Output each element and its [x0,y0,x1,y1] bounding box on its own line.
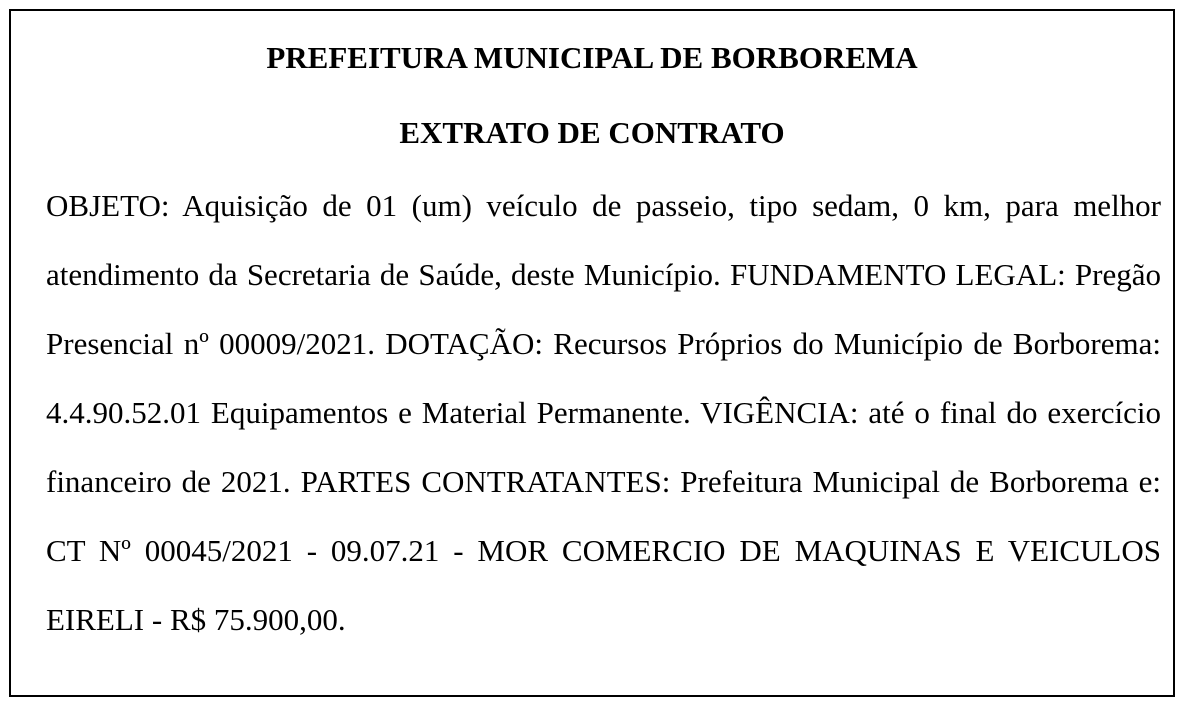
contract-extract-text: OBJETO: Aquisição de 01 (um) veículo de passeio, tipo sedam, 0 km, para melhor atendimento da Secretaria de Saúde, deste Município. FUNDAMENTO LEGAL: Pregão Presencial nº 00009/2021. DOTAÇÃO: Recursos Próprios do Município de Borborema: 4.4.90.52.01 Equipamentos e Material Permanente. VIGÊNCIA: até o final do exercício financeiro de 2021. PARTES CONTRATANTES: Prefeitura Municipal de Borborema e: CT Nº 00045/2021 - 09.07.21 - MOR COMERCIO DE MAQUINAS E VEICULOS EIRELI - R$ 75.900,00. [46,188,1161,637]
document-frame [9,9,1175,697]
document-subtitle: EXTRATO DE CONTRATO [399,115,785,150]
page-title: PREFEITURA MUNICIPAL DE BORBOREMA [266,40,918,75]
